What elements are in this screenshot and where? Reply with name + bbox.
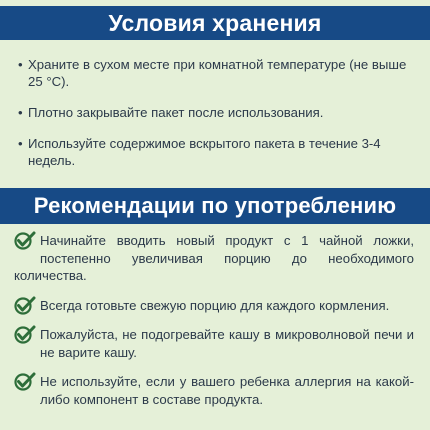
storage-item xyxy=(18,135,414,169)
recommendation-item xyxy=(14,373,414,408)
storage-title: Условия хранения xyxy=(0,6,430,40)
checkmark-icon xyxy=(14,231,36,251)
checkmark-icon xyxy=(14,372,36,392)
recommendation-text: Пожалуйста, не подогревайте кашу в микроволновой печи и не варите кашу. xyxy=(40,327,414,360)
storage-item-text: Плотно закрывайте пакет после использования. xyxy=(28,105,324,120)
recommendations-list xyxy=(14,232,414,420)
recommendation-item xyxy=(14,326,414,361)
storage-list xyxy=(18,56,414,183)
recommendation-text: Начинайте вводить новый продукт с 1 чайной ложки, постепенно увеличивая порцию до необходимого количества. xyxy=(14,233,414,283)
checkmark-icon xyxy=(14,296,36,316)
recommendation-text: Всегда готовьте свежую порцию для каждого кормления. xyxy=(40,297,390,313)
storage-item xyxy=(18,104,414,121)
recommendation-text: Не используйте, если у вашего ребенка аллергия на какой-либо компонент в составе продукта. xyxy=(40,374,414,407)
bullet-icon: • xyxy=(18,105,23,120)
bullet-icon: • xyxy=(18,136,23,151)
bullet-icon: • xyxy=(18,57,23,72)
recommendation-item xyxy=(14,232,414,285)
recommendations-title: Рекомендации по употреблению xyxy=(0,188,430,224)
checkmark-icon xyxy=(14,325,36,345)
storage-item xyxy=(18,56,414,90)
recommendation-item xyxy=(14,297,414,315)
storage-item-text: Храните в сухом месте при комнатной температуре (не выше 25 °С). xyxy=(28,57,407,89)
storage-item-text: Используйте содержимое вскрытого пакета в течение 3-4 недель. xyxy=(28,136,381,168)
